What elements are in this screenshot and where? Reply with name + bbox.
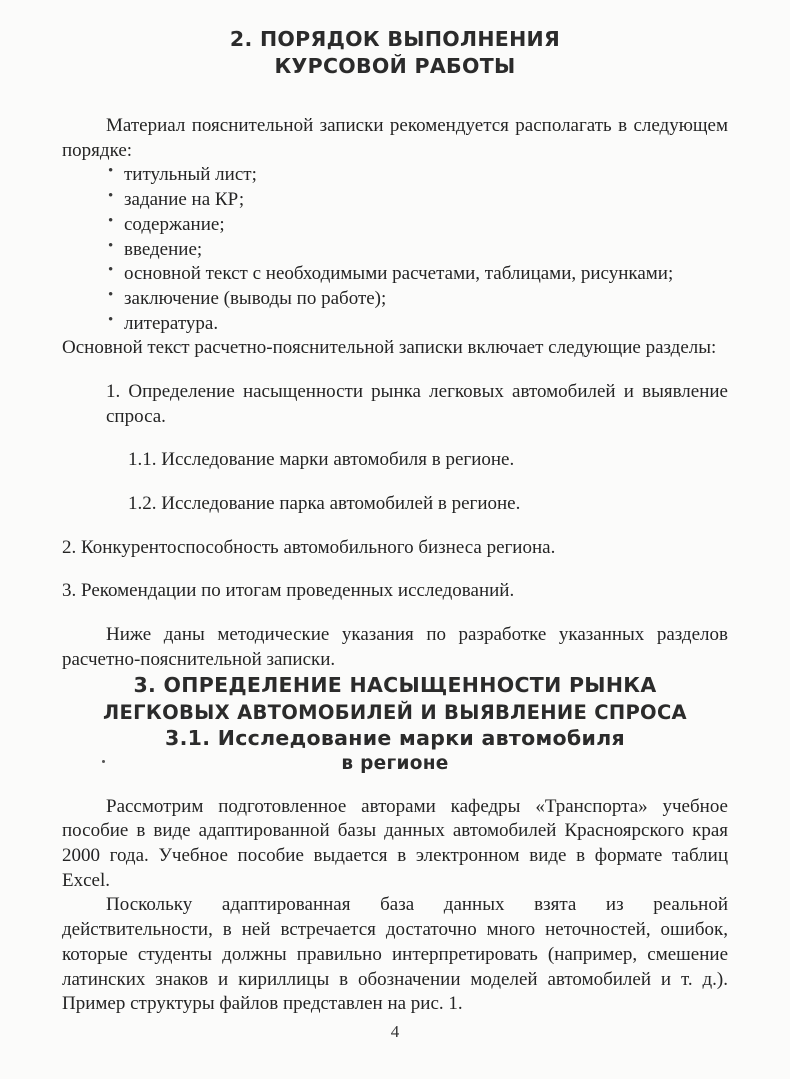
list-item: • заключение (выводы по работе); <box>62 287 728 312</box>
paragraph-1: Рассмотрим подготовленное авторами кафедры «Транспорта» учебное пособие в виде адаптированной базы данных автомобилей Красноярского края 2000 года. Учебное пособие выдается в электронном виде в формате таблиц Excel. <box>62 795 728 891</box>
list-item: • введение; <box>62 238 728 263</box>
sections-intro-paragraph: Основной текст расчетно-пояснительной записки включает следующие разделы: <box>62 337 717 359</box>
bullet-list <box>62 163 728 336</box>
heading-3-line-1: 3. ОПРЕДЕЛЕНИЕ НАСЫЩЕННОСТИ РЫНКА <box>133 673 657 698</box>
list-item: • задание на КР; <box>62 188 728 213</box>
heading-3-line-2: ЛЕГКОВЫХ АВТОМОБИЛЕЙ И ВЫЯВЛЕНИЕ СПРОСА <box>103 700 687 724</box>
list-item: • литература. <box>62 312 728 337</box>
heading-3-1-block <box>62 725 728 776</box>
list-item: • основной текст с необходимыми расчетами, таблицами, рисунками; <box>62 262 728 287</box>
heading-2-block <box>62 26 728 80</box>
heading-3-1-line-2: в регионе <box>341 753 449 775</box>
list-item: • титульный лист; <box>62 163 728 188</box>
paragraph-2: Поскольку адаптированная база данных взята из реальной действительности, в ней встречается достаточно много неточностей, ошибок, которые студенты должны правильно интерпретировать (например, смешение латинских знаков и кириллицы в обозначении моделей автомобилей и т. д.). Пример структуры файлов представлен на рис. 1. <box>62 894 728 1015</box>
page-number: 4 <box>390 1022 400 1041</box>
page-content <box>62 26 728 1017</box>
numbered-item-1-2: 1.2. Исследование парка автомобилей в регионе. <box>128 493 521 515</box>
heading-3-block <box>62 672 728 725</box>
numbered-item-1-1: 1.1. Исследование марки автомобиля в регионе. <box>128 449 515 471</box>
numbered-item-3: 3. Рекомендации по итогам проведенных исследований. <box>62 580 515 602</box>
heading-2-line-1: 2. ПОРЯДОК ВЫПОЛНЕНИЯ <box>229 27 561 51</box>
numbered-item-2: 2. Конкурентоспособность автомобильного бизнеса региона. <box>62 536 556 558</box>
numbered-item-1: 1. Определение насыщенности рынка легковых автомобилей и выявление спроса. <box>106 380 728 427</box>
heading-2-line-2: КУРСОВОЙ РАБОТЫ <box>274 54 516 79</box>
list-item: • содержание; <box>62 213 728 238</box>
closing-paragraph: Ниже даны методические указания по разработке указанных разделов расчетно-пояснительной записки. <box>62 624 728 670</box>
heading-3-1-line-1: 3.1. Исследование марки автомобиля <box>165 726 625 751</box>
intro-paragraph: Материал пояснительной записки рекомендуется располагать в следующем порядке: <box>62 115 728 161</box>
